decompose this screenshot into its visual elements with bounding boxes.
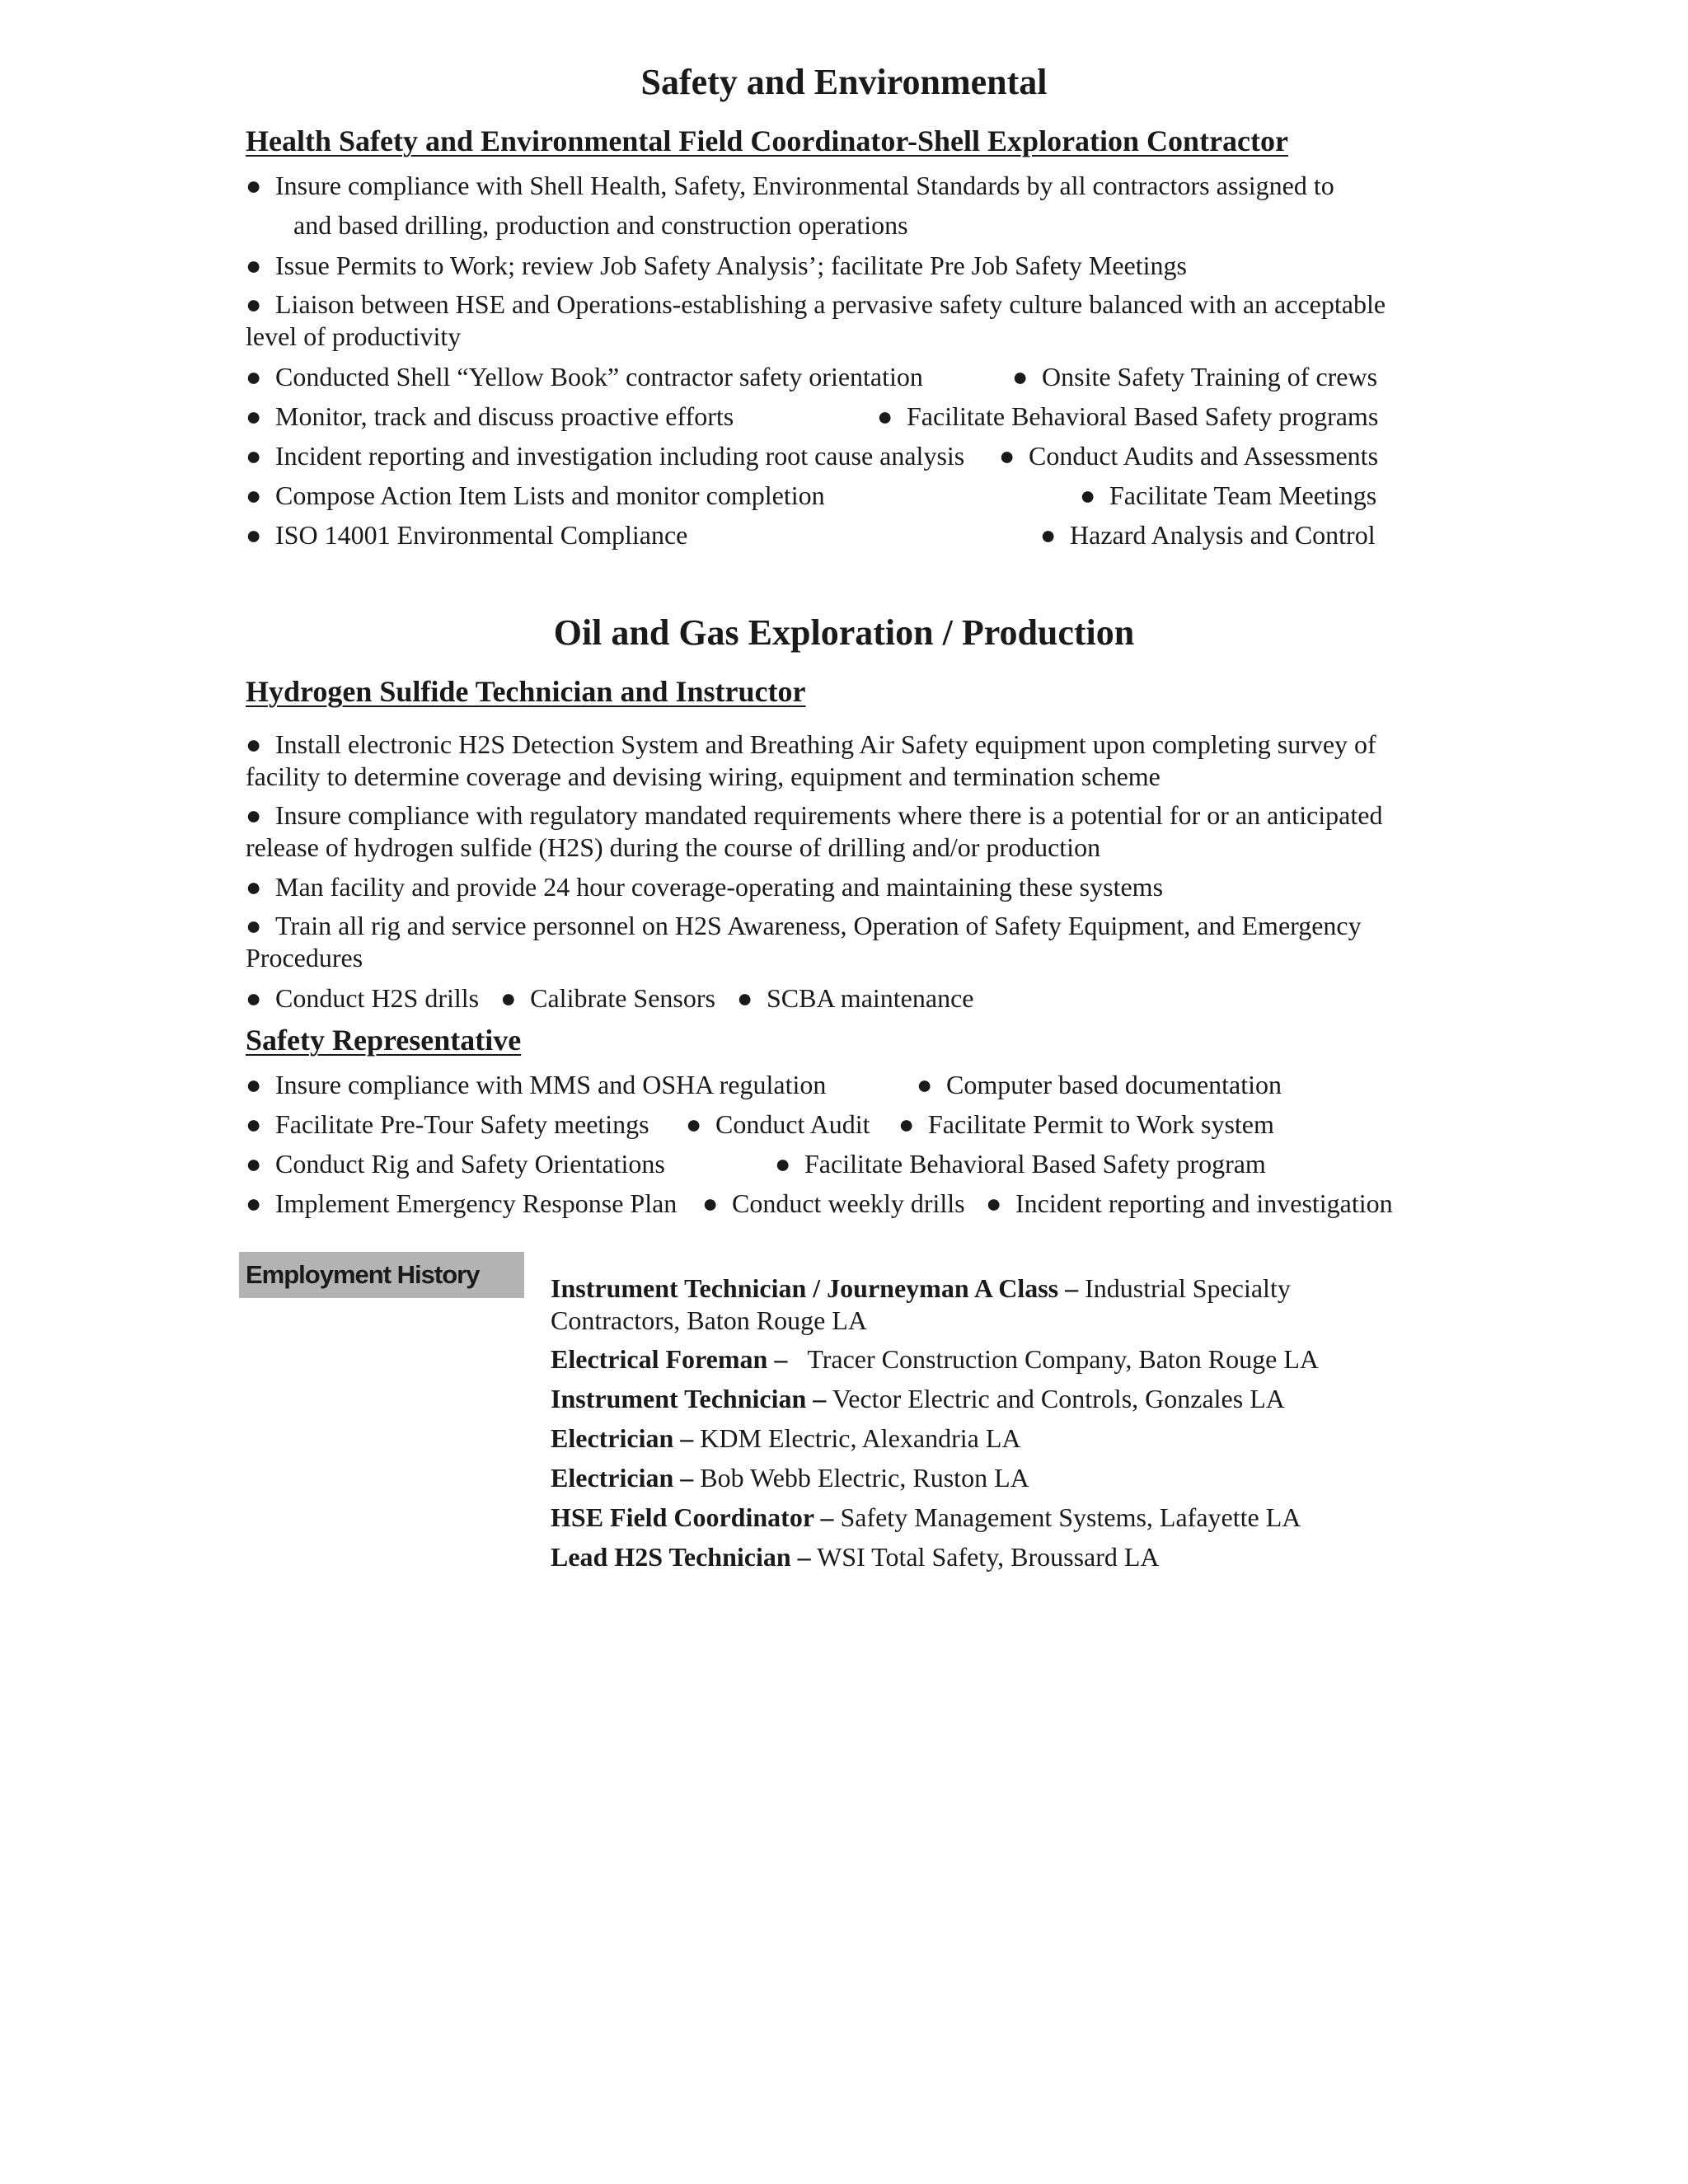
subhead-h2s-technician: Hydrogen Sulfide Technician and Instructor bbox=[246, 675, 806, 708]
job-title: Electrical Foreman – bbox=[551, 1344, 788, 1374]
job-title: Electrician – bbox=[551, 1463, 694, 1493]
list-item-text: Computer based documentation bbox=[946, 1070, 1282, 1099]
employment-entry bbox=[551, 1272, 1391, 1337]
list-item bbox=[775, 1147, 1266, 1180]
list-item-text: Compose Action Item Lists and monitor completion bbox=[275, 480, 825, 510]
list-item bbox=[246, 910, 1432, 974]
job-title: HSE Field Coordinator – bbox=[551, 1502, 834, 1532]
list-item-text: Conducted Shell “Yellow Book” contractor safety orientation bbox=[275, 362, 923, 391]
bullet-icon: ● bbox=[246, 480, 262, 510]
list-item bbox=[986, 1187, 1393, 1220]
bullet-icon: ● bbox=[246, 520, 262, 550]
bullet-icon: ● bbox=[246, 251, 262, 280]
list-item-text: Facilitate Pre-Tour Safety meetings bbox=[275, 1109, 649, 1139]
list-item bbox=[246, 1068, 826, 1101]
bullet-icon: ● bbox=[877, 401, 893, 431]
list-item bbox=[246, 1108, 649, 1141]
job-company: WSI Total Safety, Broussard LA bbox=[817, 1542, 1160, 1572]
list-item bbox=[917, 1068, 1282, 1101]
bullet-icon: ● bbox=[1040, 520, 1057, 550]
list-item bbox=[246, 479, 825, 512]
list-item-text: Incident reporting and investigation bbox=[1015, 1188, 1393, 1218]
bullet-icon: ● bbox=[702, 1188, 719, 1218]
list-item-text: Facilitate Behavioral Based Safety programs bbox=[907, 401, 1379, 431]
bullet-icon: ● bbox=[246, 729, 262, 759]
employment-entry bbox=[551, 1541, 1391, 1573]
list-item-text: Conduct H2S drills bbox=[275, 983, 480, 1013]
bullet-icon: ● bbox=[246, 983, 262, 1013]
list-item bbox=[246, 870, 1163, 903]
job-company: Tracer Construction Company, Baton Rouge LA bbox=[807, 1344, 1319, 1374]
list-item bbox=[246, 439, 964, 472]
list-item-text: Hazard Analysis and Control bbox=[1070, 520, 1376, 550]
job-company: Safety Management Systems, Lafayette LA bbox=[840, 1502, 1301, 1532]
job-company: Industrial Specialty Contractors, Baton Rouge LA bbox=[551, 1273, 1291, 1335]
subhead-hse-coordinator: Health Safety and Environmental Field Coordinator-Shell Exploration Contractor bbox=[246, 124, 1288, 157]
bullet-icon: ● bbox=[999, 441, 1015, 471]
job-title: Electrician – bbox=[551, 1423, 694, 1453]
list-item bbox=[246, 288, 1432, 353]
list-item bbox=[246, 799, 1432, 864]
employment-entry bbox=[551, 1383, 1391, 1415]
list-item bbox=[898, 1108, 1274, 1141]
list-item bbox=[246, 169, 1334, 202]
bullet-icon: ● bbox=[500, 983, 517, 1013]
bullet-icon: ● bbox=[246, 1188, 262, 1218]
bullet-icon: ● bbox=[246, 1070, 262, 1099]
list-item bbox=[999, 439, 1378, 472]
employment-entry bbox=[551, 1502, 1391, 1534]
list-item-text: Facilitate Team Meetings bbox=[1109, 480, 1377, 510]
list-item-text: Insure compliance with Shell Health, Safety, Environmental Standards by all contractors assigned to bbox=[275, 171, 1334, 200]
list-item-text: ISO 14001 Environmental Compliance bbox=[275, 520, 688, 550]
job-company: Bob Webb Electric, Ruston LA bbox=[700, 1463, 1029, 1493]
list-item-text: Insure compliance with regulatory mandated requirements where there is a potential for or an anticipated release of hydrogen sulfide (H2S) during the course of drilling and/or production bbox=[246, 800, 1383, 862]
bullet-icon: ● bbox=[246, 441, 262, 471]
list-item bbox=[246, 249, 1187, 282]
bullet-icon: ● bbox=[246, 289, 262, 319]
employment-history-label: Employment History bbox=[239, 1252, 524, 1298]
employment-entry bbox=[551, 1343, 1391, 1376]
list-item bbox=[1012, 360, 1377, 393]
list-item-text: Incident reporting and investigation including root cause analysis bbox=[275, 441, 965, 471]
list-item-text: Conduct Audit bbox=[715, 1109, 870, 1139]
list-item bbox=[246, 982, 973, 1015]
list-item bbox=[246, 400, 734, 433]
list-item bbox=[702, 1187, 965, 1220]
bullet-icon: ● bbox=[986, 1188, 1002, 1218]
list-item bbox=[246, 360, 923, 393]
job-title: Instrument Technician – bbox=[551, 1384, 827, 1413]
bullet-icon: ● bbox=[246, 171, 262, 200]
bullet-icon: ● bbox=[246, 911, 262, 940]
list-item-text: Conduct weekly drills bbox=[732, 1188, 965, 1218]
employment-entry bbox=[551, 1462, 1391, 1494]
section-title-oil-gas: Oil and Gas Exploration / Production bbox=[553, 612, 1135, 653]
bullet-icon: ● bbox=[686, 1109, 702, 1139]
employment-entry bbox=[551, 1422, 1391, 1455]
list-item-text: Onsite Safety Training of crews bbox=[1042, 362, 1378, 391]
list-item-text: Conduct Audits and Assessments bbox=[1029, 441, 1379, 471]
list-item bbox=[246, 1147, 665, 1180]
bullet-icon: ● bbox=[246, 1149, 262, 1179]
list-item bbox=[686, 1108, 870, 1141]
list-item bbox=[246, 1187, 677, 1220]
bullet-icon: ● bbox=[736, 983, 753, 1013]
bullet-icon: ● bbox=[246, 872, 262, 902]
bullet-icon: ● bbox=[246, 800, 262, 830]
list-item-text: Implement Emergency Response Plan bbox=[275, 1188, 678, 1218]
list-item bbox=[1080, 479, 1376, 512]
job-company: Vector Electric and Controls, Gonzales LA bbox=[832, 1384, 1285, 1413]
list-item-text: Insure compliance with MMS and OSHA regulation bbox=[275, 1070, 827, 1099]
list-item-text: Train all rig and service personnel on H2S Awareness, Operation of Safety Equipment, and Emergency Procedures bbox=[246, 911, 1362, 972]
list-item bbox=[246, 518, 687, 551]
job-title: Lead H2S Technician – bbox=[551, 1542, 811, 1572]
bullet-icon: ● bbox=[775, 1149, 791, 1179]
list-item-text: SCBA maintenance bbox=[766, 983, 974, 1013]
list-item-text: Man facility and provide 24 hour coverage-operating and maintaining these systems bbox=[275, 872, 1164, 902]
list-item-continuation: and based drilling, production and construction operations bbox=[293, 210, 908, 240]
list-item-text: Install electronic H2S Detection System and Breathing Air Safety equipment upon completing survey of facility to determine coverage and devising wiring, equipment and termination scheme bbox=[246, 729, 1376, 791]
bullet-icon: ● bbox=[1012, 362, 1029, 391]
bullet-icon: ● bbox=[917, 1070, 933, 1099]
bullet-icon: ● bbox=[1080, 480, 1096, 510]
section-title-safety: Safety and Environmental bbox=[640, 62, 1048, 102]
bullet-icon: ● bbox=[246, 401, 262, 431]
list-item-text: Facilitate Permit to Work system bbox=[928, 1109, 1274, 1139]
list-item bbox=[1040, 518, 1376, 551]
subhead-safety-representative: Safety Representative bbox=[246, 1024, 522, 1057]
list-item-text: Facilitate Behavioral Based Safety program bbox=[804, 1149, 1266, 1179]
list-item-text: Calibrate Sensors bbox=[530, 983, 715, 1013]
job-company: KDM Electric, Alexandria LA bbox=[700, 1423, 1021, 1453]
list-item bbox=[877, 400, 1378, 433]
list-item-text: Issue Permits to Work; review Job Safety Analysis’; facilitate Pre Job Safety Meetings bbox=[275, 251, 1187, 280]
bullet-icon: ● bbox=[898, 1109, 915, 1139]
list-item-text: Conduct Rig and Safety Orientations bbox=[275, 1149, 665, 1179]
bullet-icon: ● bbox=[246, 362, 262, 391]
job-title: Instrument Technician / Journeyman A Class – bbox=[551, 1273, 1079, 1303]
list-item-text: Liaison between HSE and Operations-establishing a pervasive safety culture balanced with an acceptable level of productivity bbox=[246, 289, 1386, 351]
list-item-text: Monitor, track and discuss proactive efforts bbox=[275, 401, 734, 431]
list-item bbox=[246, 729, 1432, 793]
bullet-icon: ● bbox=[246, 1109, 262, 1139]
